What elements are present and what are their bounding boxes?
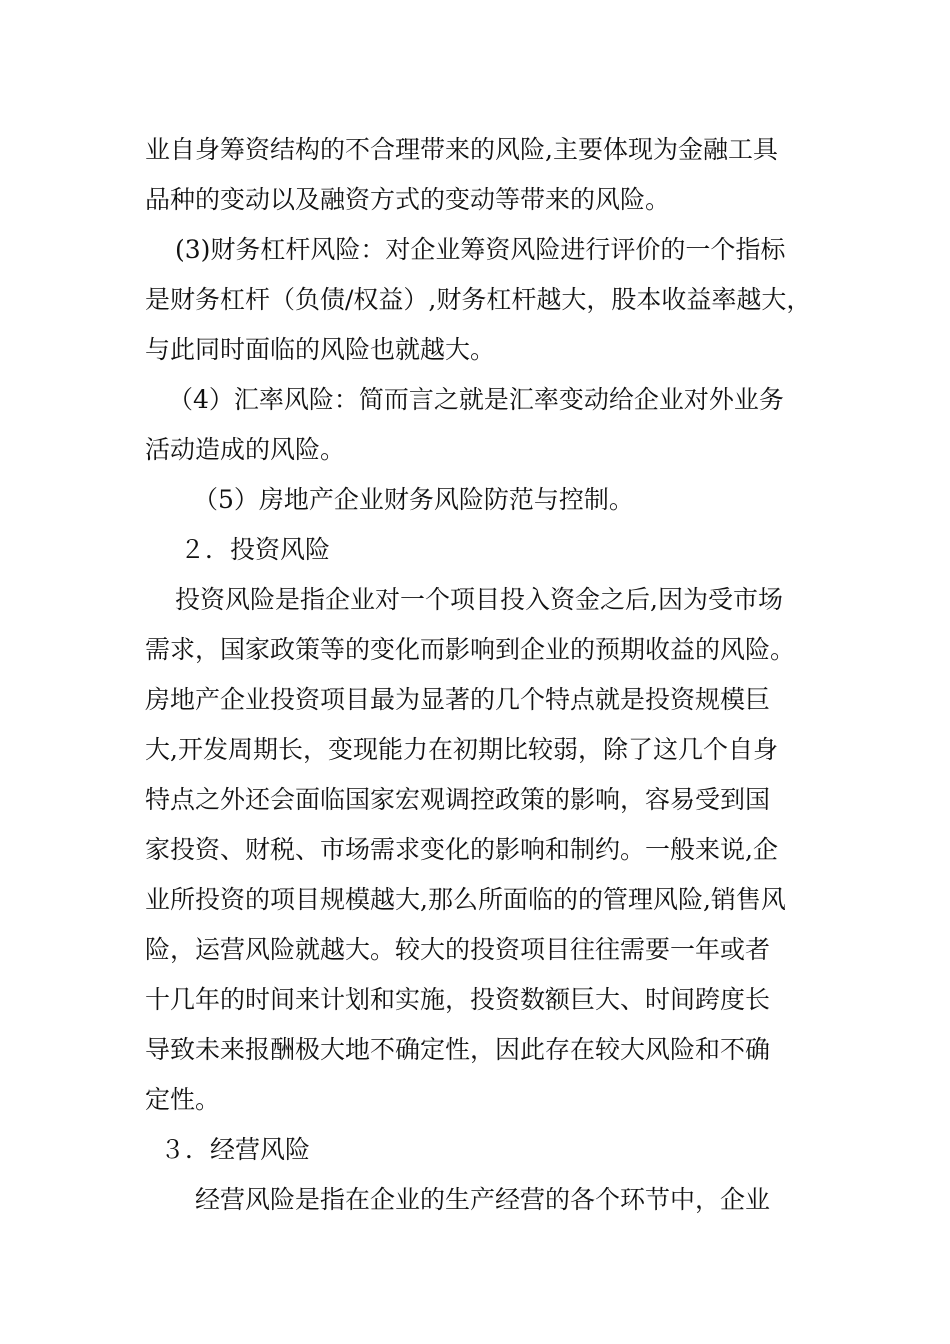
paragraph-line-7: 活动造成的风险。 — [145, 435, 346, 464]
paragraph-line-2: 品种的变动以及融资方式的变动等带来的风险。 — [145, 185, 671, 214]
paragraph-line-13: 大,开发周期长，变现能力在初期比较弱，除了这几个自身 — [145, 735, 778, 764]
paragraph-line-3: (3)财务杠杆风险：对企业筹资风险进行评价的一个指标 — [175, 235, 786, 264]
paragraph-line-17: 险，运营风险就越大。较大的投资项目往往需要一年或者 — [145, 935, 771, 964]
paragraph-line-6: （4）汇率风险：简而言之就是汇率变动给企业对外业务 — [168, 385, 784, 414]
section-heading-operating-risk: ３．经营风险 — [160, 1135, 311, 1164]
paragraph-line-14: 特点之外还会面临国家宏观调控政策的影响，容易受到国 — [145, 785, 771, 814]
paragraph-line-18: 十几年的时间来计划和实施，投资数额巨大、时间跨度长 — [145, 985, 771, 1014]
paragraph-line-11: 需求，国家政策等的变化而影响到企业的预期收益的风险。 — [145, 635, 796, 664]
paragraph-line-12: 房地产企业投资项目最为显著的几个特点就是投资规模巨 — [145, 685, 771, 714]
paragraph-line-20: 定性。 — [145, 1085, 221, 1114]
paragraph-line-10: 投资风险是指企业对一个项目投入资金之后,因为受市场 — [175, 585, 783, 614]
paragraph-line-19: 导致未来报酬极大地不确定性，因此存在较大风险和不确 — [145, 1035, 771, 1064]
paragraph-line-16: 业所投资的项目规模越大,那么所面临的的管理风险,销售风 — [145, 885, 786, 914]
paragraph-line-8: （5）房地产企业财务风险防范与控制。 — [193, 485, 634, 514]
section-heading-investment-risk: ２．投资风险 — [180, 535, 331, 564]
paragraph-line-22: 经营风险是指在企业的生产经营的各个环节中，企业 — [195, 1185, 771, 1214]
paragraph-line-15: 家投资、财税、市场需求变化的影响和制约。一般来说,企 — [145, 835, 778, 864]
paragraph-line-4: 是财务杠杆（负债/权益）,财务杠杆越大，股本收益率越大， — [145, 285, 812, 314]
paragraph-line-1: 业自身筹资结构的不合理带来的风险,主要体现为金融工具 — [145, 135, 778, 164]
paragraph-line-5: 与此同时面临的风险也就越大。 — [145, 335, 496, 364]
